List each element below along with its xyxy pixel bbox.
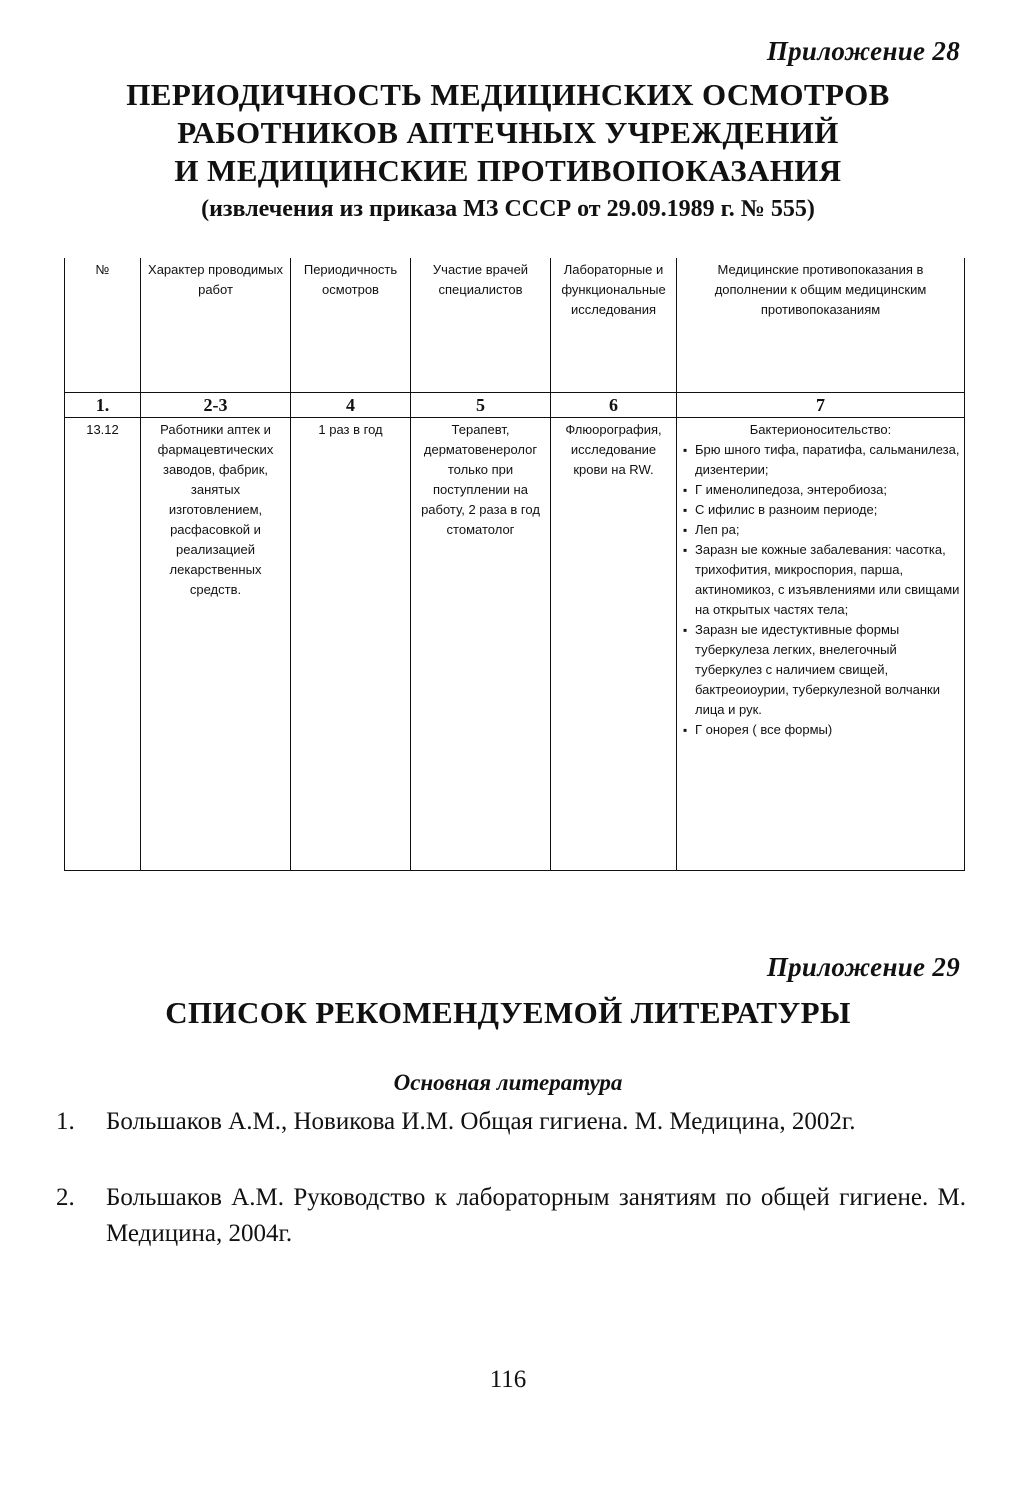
column-number: 1. — [65, 393, 141, 418]
reference-item — [56, 1180, 966, 1260]
header-work: Характер проводимых работ — [141, 258, 291, 393]
list-item: ▪ Заразн ые идестуктивные формы туберкулеза легких, внелегочный туберкулез с наличием свищей, бактреоиоурии, туберкулезной волчанки лица и рук. — [681, 620, 960, 720]
reference-item — [56, 1104, 966, 1184]
header-periodicity: Периодичность осмотров — [291, 258, 411, 393]
column-number: 4 — [291, 393, 411, 418]
header-contraindications: Медицинские противопоказания в дополнении к общим медицинским противопоказаниям — [677, 258, 965, 393]
column-number: 2-3 — [141, 393, 291, 418]
medical-exam-table — [64, 258, 965, 871]
appendix-28-title — [0, 76, 1016, 190]
list-item: ▪ Г онорея ( все формы) — [681, 720, 960, 740]
header-doctors: Участие врачей специалистов — [411, 258, 551, 393]
reference-text: Большаков А.М., Новикова И.М. Общая гигиена. М. Медицина, 2002г. — [106, 1108, 856, 1135]
row-periodicity: 1 раз в год — [291, 418, 411, 871]
list-item: ▪ Г именолипедоза, энтеробиоза; — [681, 480, 960, 500]
page-number: 116 — [489, 1366, 527, 1393]
contra-title: Бактерионосительство: — [749, 422, 892, 437]
table-header-row — [65, 258, 965, 393]
list-item: ▪ Брю шного тифа, паратифа, сальманилеза, дизентерии; — [681, 440, 960, 480]
list-item: ▪ С ифилис в разноим периоде; — [681, 500, 960, 520]
reference-text: Большаков А.М. Руководство к лабораторным занятиям по общей гигиене. М. Медицина, 2004г. — [106, 1184, 966, 1247]
row-contraindications — [677, 418, 965, 871]
column-number: 6 — [551, 393, 677, 418]
table-row — [65, 418, 965, 871]
header-number: № — [65, 258, 141, 393]
appendix-29-title: СПИСОК РЕКОМЕНДУЕМОЙ ЛИТЕРАТУРЫ — [165, 995, 851, 1030]
appendix-28-label: Приложение 28 — [766, 36, 960, 66]
row-work: Работники аптек и фармацевтических заводов, фабрик, занятых изготовлением, расфасовкой и реализацией лекарственных средств. — [141, 418, 291, 871]
contra-list — [681, 440, 960, 740]
appendix-29-label: Приложение 29 — [766, 952, 960, 982]
reference-number: 1. — [56, 1108, 75, 1135]
title-line-3: И МЕДИЦИНСКИЕ ПРОТИВОПОКАЗАНИЯ — [174, 153, 842, 188]
column-number: 5 — [411, 393, 551, 418]
list-item: ▪ Леп ра; — [681, 520, 960, 540]
column-number-row — [65, 393, 965, 418]
title-line-2: РАБОТНИКОВ АПТЕЧНЫХ УЧРЕЖДЕНИЙ — [177, 115, 839, 150]
header-lab: Лабораторные и функциональные исследования — [551, 258, 677, 393]
title-line-1: ПЕРИОДИЧНОСТЬ МЕДИЦИНСКИХ ОСМОТРОВ — [126, 77, 890, 112]
row-doctors: Терапевт, дерматовенеролог только при поступлении на работу, 2 раза в год стоматолог — [411, 418, 551, 871]
list-item: ▪ Заразн ые кожные забалевания: часотка, трихофития, микроспория, парша, актиномикоз, с изъявлениями или свищами на открытых частях тела; — [681, 540, 960, 620]
appendix-28-subtitle: (извлечения из приказа МЗ СССР от 29.09.1989 г. № 555) — [201, 196, 815, 222]
row-lab: Флюорография, исследование крови на RW. — [551, 418, 677, 871]
reference-number: 2. — [56, 1184, 75, 1211]
row-number: 13.12 — [65, 418, 141, 871]
section-heading: Основная литература — [393, 1070, 623, 1095]
column-number: 7 — [677, 393, 965, 418]
